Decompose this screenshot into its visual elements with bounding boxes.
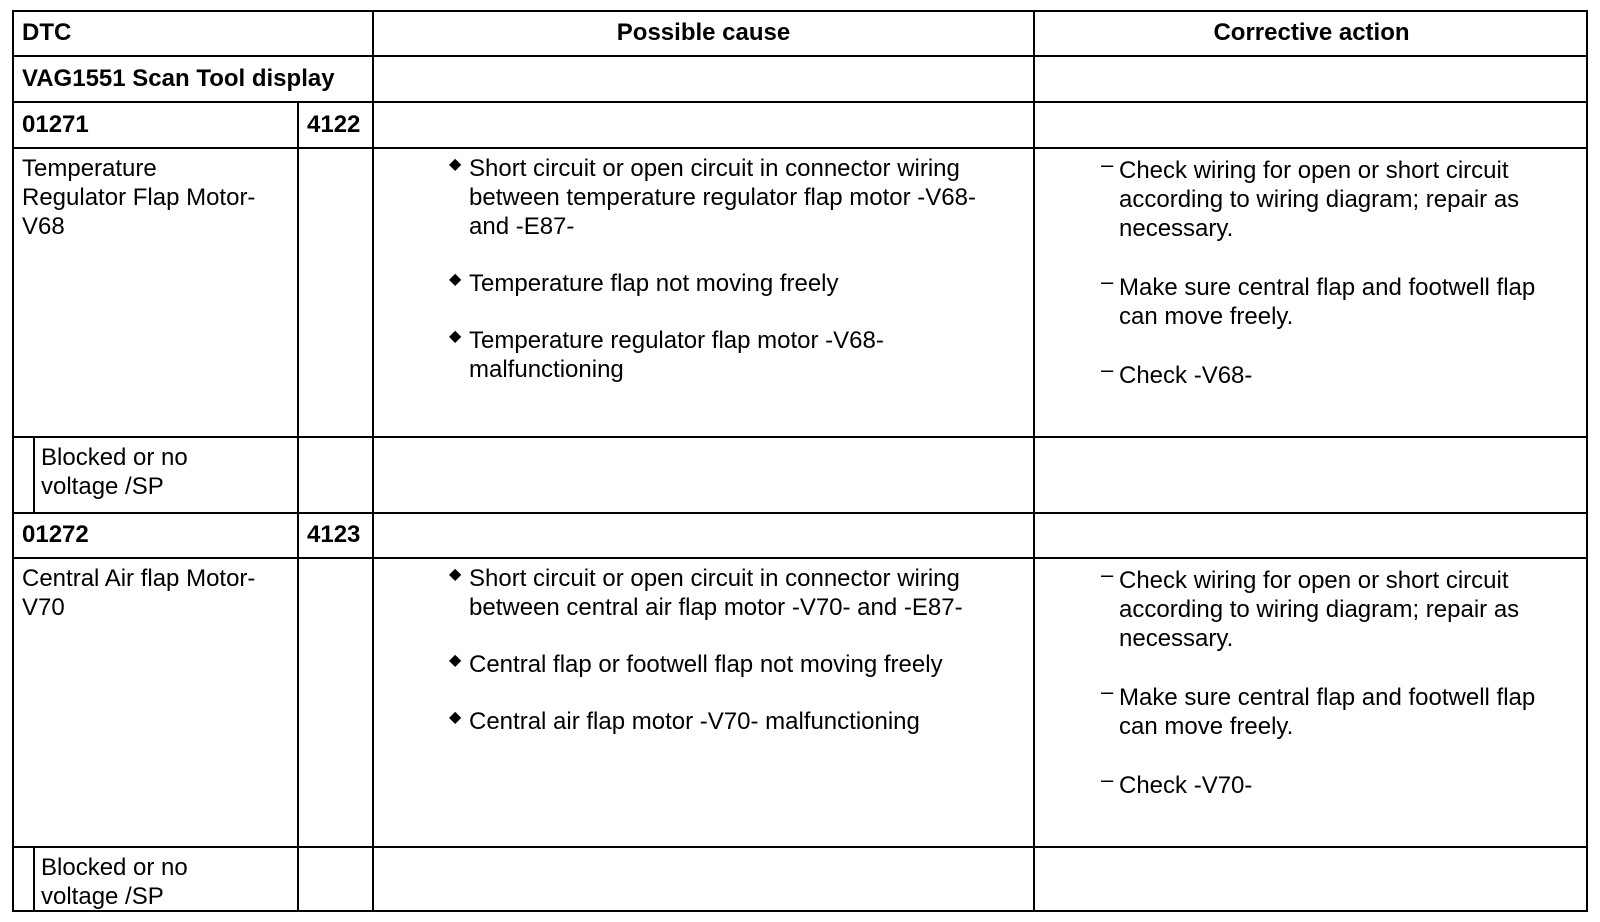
row-divider [12, 512, 1588, 514]
list-item: ◆ Short circuit or open circuit in connector wiring between temperature regulator flap motor -V68- and -E87- [449, 154, 976, 241]
column-divider [372, 10, 374, 912]
row-divider [12, 101, 1588, 103]
row-divider [12, 557, 1588, 559]
dtc-code: 01272 [22, 521, 89, 548]
list-item: ◆ Central flap or footwell flap not moving freely [449, 650, 963, 679]
corrective-action-list [1099, 152, 1536, 420]
status-text: Blocked or no voltage /SP [41, 854, 188, 910]
column-divider [297, 101, 299, 912]
diamond-bullet-icon: ◆ [449, 709, 462, 726]
corrective-action-list [1099, 562, 1536, 830]
header-dtc: DTC [22, 19, 72, 46]
list-item: – Check -V70- [1101, 767, 1253, 799]
dtc-code: 01271 [22, 111, 89, 138]
row-divider [12, 846, 1588, 848]
header-corrective-action: Corrective action [1213, 19, 1410, 46]
list-item: – Make sure central flap and footwell flap can move freely. [1101, 679, 1536, 740]
possible-cause-list [449, 154, 976, 412]
list-item: ◆ Central air flap motor -V70- malfunctioning [449, 707, 963, 736]
diamond-bullet-icon: ◆ [449, 271, 462, 288]
possible-cause-list [449, 564, 963, 764]
row-divider [12, 55, 1588, 57]
dtc-code-secondary: 4123 [307, 521, 361, 548]
component-name: Central Air flap Motor- V70 [22, 565, 256, 621]
component-name: Temperature Regulator Flap Motor- V68 [22, 155, 256, 240]
list-item: – Check wiring for open or short circuit according to wiring diagram; repair as necessary. [1101, 562, 1520, 652]
list-item: ◆ Short circuit or open circuit in connector wiring between central air flap motor -V70- and -E87- [449, 564, 963, 622]
diamond-bullet-icon: ◆ [449, 652, 462, 669]
diamond-bullet-icon: ◆ [449, 156, 462, 173]
list-item: – Make sure central flap and footwell flap can move freely. [1101, 269, 1536, 330]
diamond-bullet-icon: ◆ [449, 328, 462, 345]
dtc-table [12, 10, 1588, 912]
column-divider [1033, 10, 1035, 912]
row-divider [12, 436, 1588, 438]
dash-bullet-icon: – [1101, 269, 1114, 294]
dtc-code-secondary: 4122 [307, 111, 361, 138]
dash-bullet-icon: – [1101, 679, 1114, 704]
dash-bullet-icon: – [1101, 562, 1114, 587]
row-divider [12, 147, 1588, 149]
dash-bullet-icon: – [1101, 357, 1114, 382]
scan-tool-label: VAG1551 Scan Tool display [22, 65, 335, 92]
dash-bullet-icon: – [1101, 767, 1114, 792]
dash-bullet-icon: – [1101, 152, 1114, 177]
indent-divider [33, 436, 35, 512]
list-item: – Check -V68- [1101, 357, 1253, 389]
status-text: Blocked or no voltage /SP [41, 444, 188, 500]
list-item: – Check wiring for open or short circuit according to wiring diagram; repair as necessary. [1101, 152, 1520, 242]
list-item: ◆ Temperature regulator flap motor -V68- malfunctioning [449, 326, 976, 384]
list-item: ◆ Temperature flap not moving freely [449, 269, 976, 298]
header-possible-cause: Possible cause [616, 19, 791, 46]
diamond-bullet-icon: ◆ [449, 566, 462, 583]
indent-divider [33, 846, 35, 912]
